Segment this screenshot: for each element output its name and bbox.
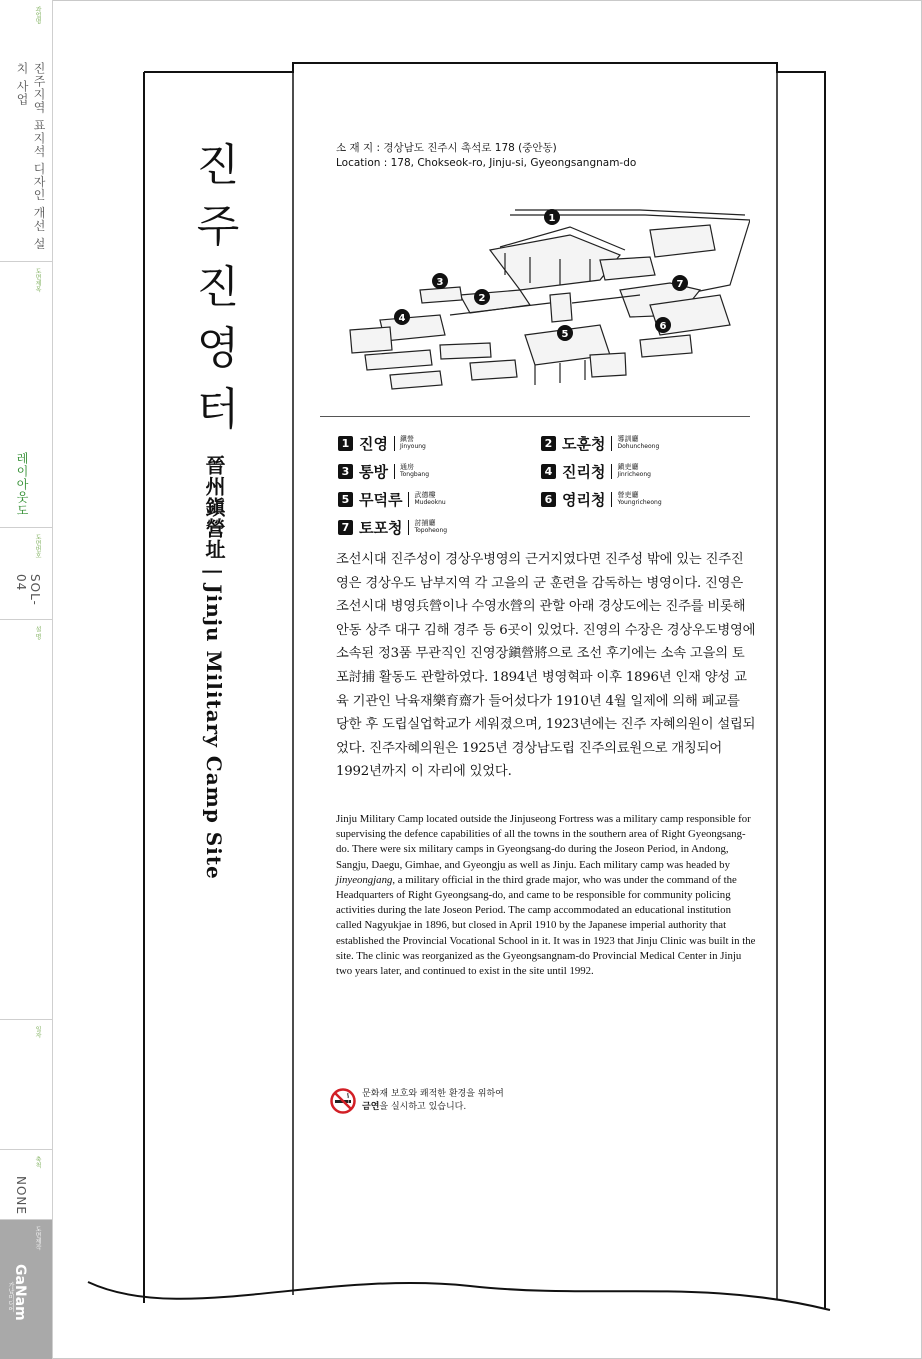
legend-romanized: Tongbang [399, 471, 430, 478]
title-char: 진 [196, 140, 240, 191]
legend-number: 4 [541, 464, 556, 479]
no-smoking-icon [330, 1088, 356, 1114]
location-block [336, 140, 756, 169]
title-char: 터 [196, 384, 240, 435]
location-english: Location : 178, Chokseok-ro, Jinju-si, Gyeongsangnam-do [336, 157, 637, 169]
scale-label: 축척 [34, 1156, 41, 1168]
svg-text:4: 4 [398, 313, 406, 324]
legend-romanized: Youngricheong [617, 499, 662, 506]
legend-romanized: Dohuncheong [617, 443, 660, 450]
legend-item [338, 432, 426, 454]
date-label: 일자 [34, 1026, 41, 1038]
site-map-illustration [320, 195, 750, 395]
title-char: 영 [196, 323, 240, 374]
legend-item [338, 516, 447, 538]
company-name: 가남미디어 [7, 1282, 14, 1312]
legend-hanja: 武德樓 [414, 491, 436, 499]
notice-line-2: 을 실시하고 있습니다. [379, 1102, 467, 1112]
description-english-part2: , a military official in the third grade major, who was under the command of the Headquarters of Right Gyeongsang-do, and came to be responsible for community policing activities during the late Joseon Period. The camp accommodated an educational institution called Nagyukjae in 1896, but closed in April 1910 by the Japanese imperial authority that established the Provincial Vocational School in it. It was in 1923 that Jinju Clinic was built in the site. The clinic was reorganized as the Gyeongsangnam-do Provincial Medical Center in Jinju two years later, and continued to exist in the site until 1992. [336, 873, 756, 978]
legend-hanja: 營吏廳 [617, 491, 639, 499]
legend-korean: 통방 [359, 462, 388, 481]
legend-item [338, 488, 446, 510]
legend-hanja: 討捕廳 [414, 519, 436, 527]
svg-text:7: 7 [676, 279, 684, 290]
svg-text:2: 2 [478, 293, 486, 304]
legend-item [541, 488, 662, 510]
legend-korean: 무덕루 [359, 490, 403, 509]
title-hanja-english: 晉州鎭營址 | Jinju Military Camp Site [202, 455, 226, 880]
drawing-number-label: 도면번호 [34, 534, 41, 558]
legend-item [541, 460, 651, 482]
legend-romanized: Jinyoung [399, 443, 426, 450]
description-english-term: jinyeongjang [336, 873, 393, 886]
legend-separator [408, 520, 409, 535]
legend-romanized: Jinricheong [617, 471, 651, 478]
remark-label: 설 명 [34, 626, 41, 640]
legend-korean: 진리청 [562, 462, 606, 481]
legend-korean: 토포청 [359, 518, 403, 537]
company-label: 도면제작 [34, 1226, 41, 1250]
legend-number: 1 [338, 436, 353, 451]
drawing-title-label: 도면제목 [34, 268, 41, 292]
legend-item [541, 432, 659, 454]
scale-value: NONE [14, 1176, 28, 1215]
svg-text:5: 5 [561, 329, 569, 340]
section-divider [320, 416, 750, 417]
title-char: 주 [196, 201, 240, 252]
legend-separator [394, 464, 395, 479]
legend-hanja: 導訓廳 [617, 435, 639, 443]
description-english [336, 812, 756, 979]
svg-text:1: 1 [548, 213, 556, 224]
company-logo: GaNam [12, 1264, 28, 1321]
legend-romanized: Topoheong [414, 527, 448, 534]
legend-separator [611, 436, 612, 451]
legend-korean: 진영 [359, 434, 388, 453]
legend-number: 7 [338, 520, 353, 535]
legend-item [338, 460, 429, 482]
legend-number: 3 [338, 464, 353, 479]
legend-separator [611, 492, 612, 507]
notice-emphasis: 금연 [362, 1102, 380, 1112]
legend-hanja: 通房 [399, 463, 414, 471]
svg-text:6: 6 [659, 321, 667, 332]
legend-hanja: 鎭營 [399, 435, 414, 443]
description-english-part1: Jinju Military Camp located outside the Jinjuseong Fortress was a military camp responsible for supervising the defence capabilities of all the towns in the southern area of Right Gyeongsang-do. There were six military camps in Gyeongsang-do during the Joseon Period, in Andong, Sangju, Daegu, Gimhae, and Gyeongju as well as Jinju. Each military camp was headed by [336, 813, 751, 871]
legend-hanja: 鎭吏廳 [617, 463, 639, 471]
project-title: 진주지역 표지석 디자인 개선 설치 사업 [15, 62, 46, 251]
location-korean: 소 재 지 : 경상남도 진주시 촉석로 178 (중안동) [336, 142, 557, 154]
legend-number: 2 [541, 436, 556, 451]
legend-number: 5 [338, 492, 353, 507]
title-korean [188, 135, 248, 440]
legend-separator [611, 464, 612, 479]
legend-korean: 영리청 [562, 490, 606, 509]
legend-korean: 도훈청 [562, 434, 606, 453]
description-korean: 조선시대 진주성이 경상우병영의 근거지였다면 진주성 밖에 있는 진주진영은 경상우도 남부지역 각 고을의 군 훈련을 감독하는 병영이다. 진영은 조선시대 병영兵營이나 수영水營의 관할 아래 경상도에는 진주를 비롯해 안동 상주 대구 김해 경주 등 6곳이 있었다. 진영의 수장은 경상우도병영에 소속된 정3품 무관직인 진영장鎭營將으로 조선 후기에는 소속 고을의 토포討捕 활동도 관할하였다. 1894년 병영혁파 이후 1896년 인재 양성 교육 기관인 낙육재樂育齋가 들어섰다가 1910년 4월 일제에 의해 폐교를 당한 후 도립실업학교가 세워졌으며, 1923년에는 진주 자혜의원이 설립되었다. 진주자혜의원은 1925년 경상남도립 진주의료원으로 개칭되어 1992년까지 이 자리에 있었다. [336, 552, 756, 780]
svg-text:3: 3 [436, 277, 444, 288]
drawing-number: SOL-04 [14, 574, 42, 606]
title-char: 진 [196, 262, 240, 313]
project-label: 과업명 [34, 6, 41, 24]
notice-line-1: 문화재 보호와 쾌적한 환경을 위하여 [362, 1089, 504, 1099]
legend-separator [394, 436, 395, 451]
legend-romanized: Mudeoknu [414, 499, 446, 506]
drawing-title: 레이아웃도 [15, 452, 29, 517]
no-smoking-notice [330, 1088, 504, 1114]
legend-separator [408, 492, 409, 507]
legend-number: 6 [541, 492, 556, 507]
